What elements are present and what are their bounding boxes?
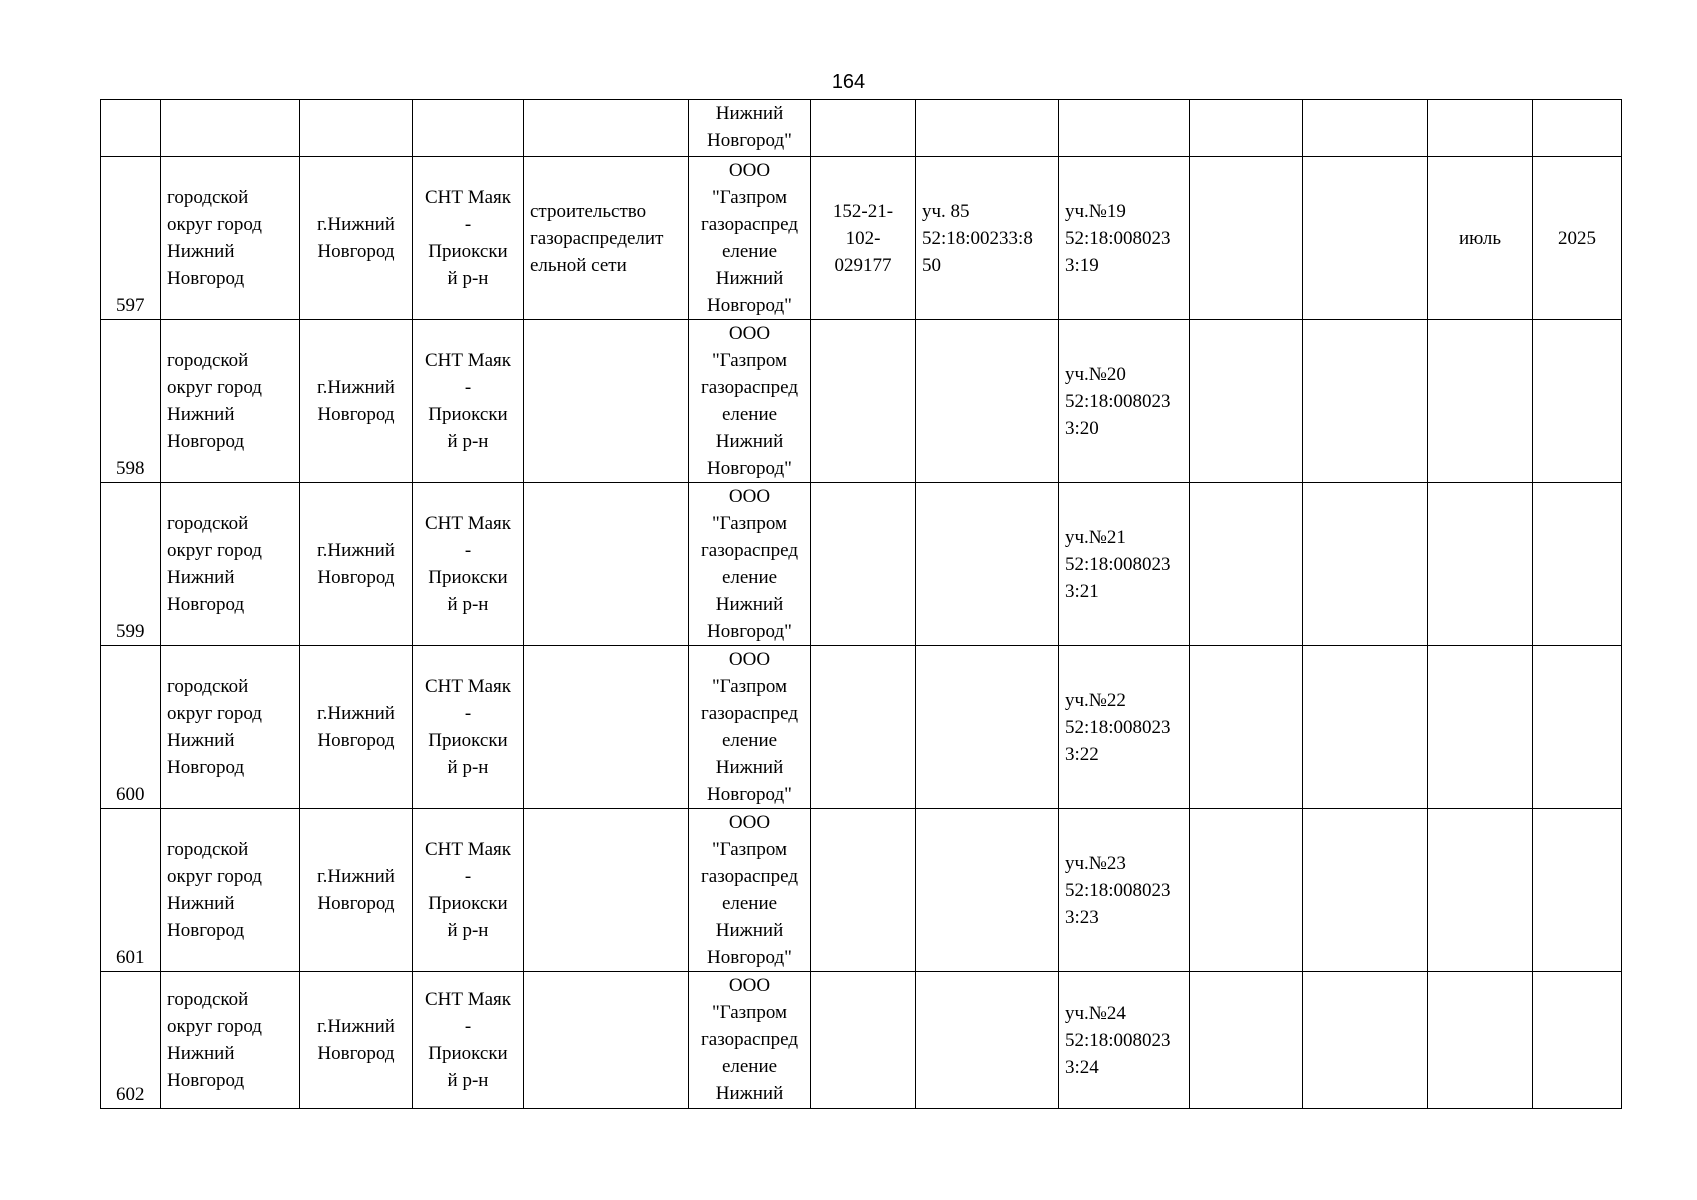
cell-year: [1533, 100, 1622, 157]
table-row: [101, 320, 1622, 483]
cell-month: [1428, 809, 1533, 972]
cell-purpose: [524, 100, 689, 157]
cell-district: городской округ город Нижний Новгород: [161, 157, 300, 320]
cell-reg: [811, 100, 916, 157]
cell-plot: уч.№21 52:18:008023 3:21: [1059, 483, 1190, 646]
cell-locality: СНТ Маяк - Приокски й р-н: [413, 320, 524, 483]
cell-col10: [1190, 483, 1303, 646]
cell-plot: уч.№23 52:18:008023 3:23: [1059, 809, 1190, 972]
cell-city: г.Нижний Новгород: [300, 483, 413, 646]
cell-city: г.Нижний Новгород: [300, 646, 413, 809]
page-number: 164: [831, 71, 866, 93]
cell-num: 601: [101, 809, 161, 972]
cell-purpose: строительство газораспределит ельной сети: [524, 157, 689, 320]
cell-col10: [1190, 972, 1303, 1109]
cell-plot: уч.№19 52:18:008023 3:19: [1059, 157, 1190, 320]
cell-org: ООО "Газпром газораспред еление Нижний Новгород": [689, 646, 811, 809]
cell-col11: [1303, 972, 1428, 1109]
cell-month: [1428, 483, 1533, 646]
cell-org: ООО "Газпром газораспред еление Нижний Новгород": [689, 809, 811, 972]
cell-parcel: [916, 320, 1059, 483]
cell-locality: СНТ Маяк - Приокски й р-н: [413, 809, 524, 972]
cell-num: [101, 100, 161, 157]
cell-parcel: [916, 809, 1059, 972]
cell-org: ООО "Газпром газораспред еление Нижний Новгород": [689, 320, 811, 483]
table-row: [101, 809, 1622, 972]
cell-parcel: [916, 972, 1059, 1109]
data-table: [100, 99, 1622, 1109]
cell-locality: [413, 100, 524, 157]
cell-col10: [1190, 157, 1303, 320]
cell-num: 602: [101, 972, 161, 1109]
cell-reg: [811, 483, 916, 646]
cell-year: [1533, 972, 1622, 1109]
cell-locality: СНТ Маяк - Приокски й р-н: [413, 157, 524, 320]
table-row: [101, 157, 1622, 320]
cell-org: ООО "Газпром газораспред еление Нижний: [689, 972, 811, 1109]
cell-org: Нижний Новгород": [689, 100, 811, 157]
cell-col11: [1303, 646, 1428, 809]
cell-year: [1533, 483, 1622, 646]
cell-city: [300, 100, 413, 157]
cell-locality: СНТ Маяк - Приокски й р-н: [413, 483, 524, 646]
cell-parcel: [916, 646, 1059, 809]
cell-col11: [1303, 809, 1428, 972]
cell-city: г.Нижний Новгород: [300, 809, 413, 972]
cell-purpose: [524, 320, 689, 483]
cell-plot: уч.№24 52:18:008023 3:24: [1059, 972, 1190, 1109]
table-row-continuation: [101, 100, 1622, 157]
cell-year: [1533, 646, 1622, 809]
table-row: [101, 646, 1622, 809]
cell-district: городской округ город Нижний Новгород: [161, 320, 300, 483]
cell-city: г.Нижний Новгород: [300, 157, 413, 320]
cell-year: [1533, 320, 1622, 483]
cell-city: г.Нижний Новгород: [300, 320, 413, 483]
cell-district: городской округ город Нижний Новгород: [161, 483, 300, 646]
cell-col10: [1190, 100, 1303, 157]
cell-district: городской округ город Нижний Новгород: [161, 972, 300, 1109]
cell-parcel: уч. 85 52:18:00233:8 50: [916, 157, 1059, 320]
cell-parcel: [916, 483, 1059, 646]
cell-col11: [1303, 157, 1428, 320]
cell-num: 597: [101, 157, 161, 320]
cell-num: 599: [101, 483, 161, 646]
cell-num: 598: [101, 320, 161, 483]
table-row: [101, 483, 1622, 646]
cell-district: городской округ город Нижний Новгород: [161, 809, 300, 972]
cell-org: ООО "Газпром газораспред еление Нижний Новгород": [689, 157, 811, 320]
cell-purpose: [524, 646, 689, 809]
cell-reg: [811, 972, 916, 1109]
cell-purpose: [524, 809, 689, 972]
table-row: [101, 972, 1622, 1109]
cell-col11: [1303, 100, 1428, 157]
cell-purpose: [524, 972, 689, 1109]
cell-org: ООО "Газпром газораспред еление Нижний Новгород": [689, 483, 811, 646]
cell-month: [1428, 646, 1533, 809]
cell-reg: [811, 320, 916, 483]
cell-year: 2025: [1533, 157, 1622, 320]
cell-col11: [1303, 483, 1428, 646]
cell-month: [1428, 972, 1533, 1109]
cell-col11: [1303, 320, 1428, 483]
cell-num: 600: [101, 646, 161, 809]
cell-col10: [1190, 646, 1303, 809]
cell-locality: СНТ Маяк - Приокски й р-н: [413, 972, 524, 1109]
cell-reg: 152-21- 102- 029177: [811, 157, 916, 320]
cell-col10: [1190, 320, 1303, 483]
cell-reg: [811, 809, 916, 972]
cell-district: городской округ город Нижний Новгород: [161, 646, 300, 809]
cell-district: [161, 100, 300, 157]
cell-month: [1428, 320, 1533, 483]
cell-col10: [1190, 809, 1303, 972]
cell-month: июль: [1428, 157, 1533, 320]
cell-year: [1533, 809, 1622, 972]
cell-month: [1428, 100, 1533, 157]
cell-plot: [1059, 100, 1190, 157]
cell-city: г.Нижний Новгород: [300, 972, 413, 1109]
cell-plot: уч.№20 52:18:008023 3:20: [1059, 320, 1190, 483]
cell-parcel: [916, 100, 1059, 157]
cell-locality: СНТ Маяк - Приокски й р-н: [413, 646, 524, 809]
cell-purpose: [524, 483, 689, 646]
cell-reg: [811, 646, 916, 809]
cell-plot: уч.№22 52:18:008023 3:22: [1059, 646, 1190, 809]
